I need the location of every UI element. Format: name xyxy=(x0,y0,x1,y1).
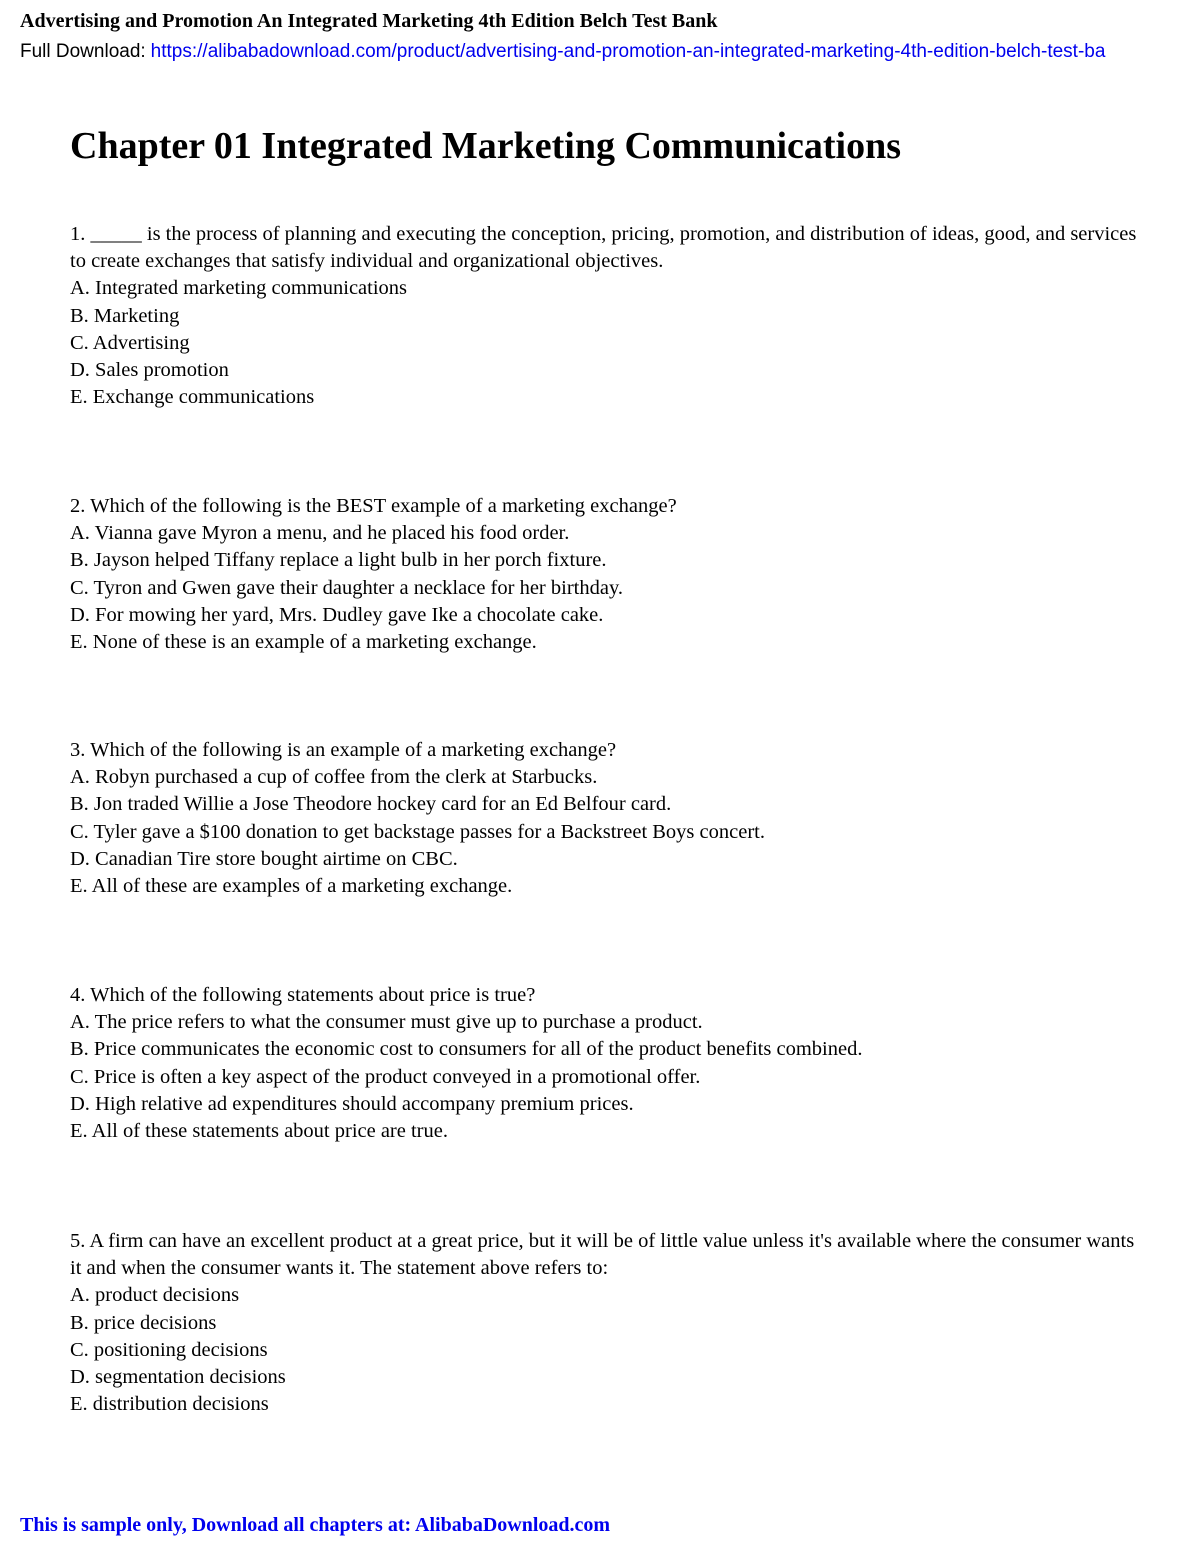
answer-option: D. Sales promotion xyxy=(70,359,229,382)
answer-option: A. Robyn purchased a cup of coffee from the clerk at Starbucks. xyxy=(70,766,598,789)
question-stem: 5. A firm can have an excellent product at a great price, but it will be of little value unless it's available where the consumer wants it and when the consumer wants it. The statement above refers to: xyxy=(70,1230,1135,1280)
question-3 xyxy=(70,737,1150,900)
answer-option: C. positioning decisions xyxy=(70,1338,268,1361)
answer-option: B. Jon traded Willie a Jose Theodore hockey card for an Ed Belfour card. xyxy=(70,793,672,816)
answer-option: E. None of these is an example of a marketing exchange. xyxy=(70,631,537,654)
answer-option: C. Price is often a key aspect of the product conveyed in a promotional offer. xyxy=(70,1065,701,1088)
answer-option: E. All of these are examples of a marketing exchange. xyxy=(70,875,513,898)
document-header-title: Advertising and Promotion An Integrated Marketing 4th Edition Belch Test Bank xyxy=(20,10,718,32)
answer-option: B. Price communicates the economic cost to consumers for all of the product benefits combined. xyxy=(70,1038,863,1061)
answer-option: E. All of these statements about price are true. xyxy=(70,1120,448,1143)
question-stem: 4. Which of the following statements about price is true? xyxy=(70,984,536,1006)
question-1 xyxy=(70,221,1150,411)
question-stem: 2. Which of the following is the BEST example of a marketing exchange? xyxy=(70,495,677,517)
answer-option: C. Tyler gave a $100 donation to get backstage passes for a Backstreet Boys concert. xyxy=(70,820,765,843)
answer-option: B. Jayson helped Tiffany replace a light bulb in her porch fixture. xyxy=(70,549,607,572)
answer-option: C. Advertising xyxy=(70,331,190,354)
question-stem: 1. _____ is the process of planning and executing the conception, pricing, promotion, and distribution of ideas, good, and services to create exchanges that satisfy individual and organizational objectives. xyxy=(70,223,1137,273)
question-2 xyxy=(70,493,1150,656)
question-5 xyxy=(70,1228,1150,1418)
answer-option: A. product decisions xyxy=(70,1284,240,1307)
answer-option: A. Integrated marketing communications xyxy=(70,277,408,300)
answer-option: E. distribution decisions xyxy=(70,1393,269,1416)
question-stem: 3. Which of the following is an example of a marketing exchange? xyxy=(70,739,617,761)
answer-option: A. The price refers to what the consumer must give up to purchase a product. xyxy=(70,1011,703,1034)
answer-option: A. Vianna gave Myron a menu, and he placed his food order. xyxy=(70,522,570,545)
answer-option: D. High relative ad expenditures should accompany premium prices. xyxy=(70,1092,634,1115)
download-link[interactable]: https://alibabadownload.com/product/advertising-and-promotion-an-integrated-marketing-4th-edition-belch-test-ba xyxy=(150,41,1106,62)
answer-option: D. Canadian Tire store bought airtime on CBC. xyxy=(70,847,458,870)
answer-option: E. Exchange communications xyxy=(70,386,315,409)
answer-option: C. Tyron and Gwen gave their daughter a necklace for her birthday. xyxy=(70,576,623,599)
answer-option: D. For mowing her yard, Mrs. Dudley gave Ike a chocolate cake. xyxy=(70,603,604,626)
download-label: Full Download: xyxy=(20,41,146,62)
answer-option: B. price decisions xyxy=(70,1311,217,1334)
chapter-title: Chapter 01 Integrated Marketing Communications xyxy=(70,125,902,167)
download-line xyxy=(20,40,1200,63)
answer-option: D. segmentation decisions xyxy=(70,1366,286,1389)
question-4 xyxy=(70,982,1150,1145)
sample-footer-note: This is sample only, Download all chapters at: AlibabaDownload.com xyxy=(20,1514,611,1536)
answer-option: B. Marketing xyxy=(70,304,180,327)
